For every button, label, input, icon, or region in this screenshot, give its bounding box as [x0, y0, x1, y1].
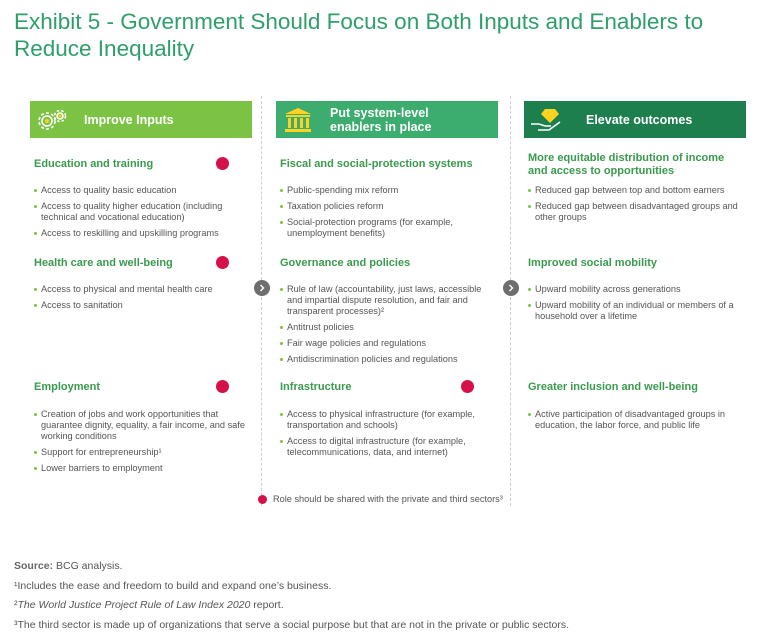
list-item: Access to reskilling and upskilling programs [34, 228, 246, 239]
list-item: Support for entrepreneurship¹ [34, 447, 246, 458]
list-item: Taxation policies reform [280, 201, 492, 212]
column-divider-2 [510, 96, 511, 506]
shared-role-dot [461, 380, 474, 393]
section-title: Infrastructure [280, 381, 352, 393]
footnote: ¹Includes the ease and freedom to build and expand one’s business. [14, 579, 332, 592]
exhibit-title: Exhibit 5 - Government Should Focus on Both Inputs and Enablers to Reduce Inequality [14, 9, 704, 61]
list-item: Access to quality basic education [34, 185, 246, 196]
shared-role-dot [216, 380, 229, 393]
footnote-text: report. [250, 599, 284, 611]
list-item: Access to physical infrastructure (for example, transportation and schools) [280, 409, 492, 431]
footnote [14, 596, 569, 616]
section-list [528, 185, 740, 228]
column-header-label [320, 106, 431, 134]
report-title: The World Justice Project Rule of Law Index 2020 [17, 599, 251, 611]
section-list [34, 284, 246, 316]
list-item: Access to digital infrastructure (for example, telecommunications, data, and internet) [280, 436, 492, 458]
footnote-mark: ² [14, 599, 18, 611]
column-header [30, 101, 252, 138]
column-header-label: Elevate outcomes [586, 112, 693, 127]
column-header [524, 101, 746, 138]
source-text: BCG analysis. [56, 560, 123, 572]
section-list [280, 185, 492, 244]
list-item: Access to physical and mental health care [34, 284, 246, 295]
list-item: Antitrust policies [280, 322, 492, 333]
section-list [528, 284, 740, 327]
section-title: Fiscal and social-protection systems [280, 158, 473, 170]
list-item: Creation of jobs and work opportunities that guarantee dignity, equality, a fair income, and safe working conditions [34, 409, 246, 442]
list-item: Lower barriers to employment [34, 463, 246, 474]
column-elevate-outcomes [524, 96, 746, 506]
hand-diamond-icon [524, 101, 568, 138]
legend [258, 494, 503, 504]
column-header-label: Improve Inputs [84, 112, 174, 127]
list-item: Rule of law (accountability, just laws, accessible and impartial dispute resolution, and fair and transparent processes)² [280, 284, 492, 317]
list-item: Access to sanitation [34, 300, 246, 311]
chevron-right-icon [503, 280, 519, 296]
list-item: Upward mobility of an individual or members of a household over a lifetime [528, 300, 740, 322]
section-list [280, 409, 492, 463]
list-item: Upward mobility across generations [528, 284, 740, 295]
list-item: Reduced gap between top and bottom earners [528, 185, 740, 196]
section-list [34, 185, 246, 244]
shared-role-dot [258, 495, 267, 504]
column-divider-1 [261, 96, 262, 506]
list-item: Public-spending mix reform [280, 185, 492, 196]
section-title: Greater inclusion and well-being [528, 381, 698, 393]
source-line [14, 557, 569, 577]
list-item: Antidiscrimination policies and regulations [280, 354, 492, 365]
section-title: Employment [34, 381, 101, 393]
list-item: Fair wage policies and regulations [280, 338, 492, 349]
section-list [34, 409, 246, 479]
section-title: Health care and well-being [34, 257, 173, 269]
gears-icon [30, 101, 74, 138]
section-title: Improved social mobility [528, 257, 657, 269]
section-title: More equitable distribution of income and access to opportunities [528, 152, 725, 177]
section-list [280, 284, 492, 370]
government-building-icon [276, 101, 320, 138]
list-item: Social-protection programs (for example, unemployment benefits) [280, 217, 492, 239]
column-improve-inputs [30, 96, 252, 506]
footnote: ³The third sector is made up of organizations that serve a social purpose but that are not in the private or public sectors. [14, 618, 570, 631]
header-line: enablers in place [330, 119, 432, 134]
list-item: Access to quality higher education (including technical and vocational education) [34, 201, 246, 223]
column-system-enablers [276, 96, 498, 506]
column-header [276, 101, 498, 138]
source-label: Source: [14, 560, 54, 572]
shared-role-dot [216, 157, 229, 170]
section-title: Education and training [34, 158, 154, 170]
footnotes [14, 557, 569, 635]
list-item: Active participation of disadvantaged groups in education, the labor force, and public life [528, 409, 740, 431]
chevron-right-icon [254, 280, 270, 296]
list-item: Reduced gap between disadvantaged groups and other groups [528, 201, 740, 223]
header-line: Put system-level [330, 105, 429, 120]
section-title: Governance and policies [280, 257, 411, 269]
section-list [528, 409, 740, 436]
shared-role-dot [216, 256, 229, 269]
legend-label: Role should be shared with the private and third sectors³ [273, 494, 503, 504]
